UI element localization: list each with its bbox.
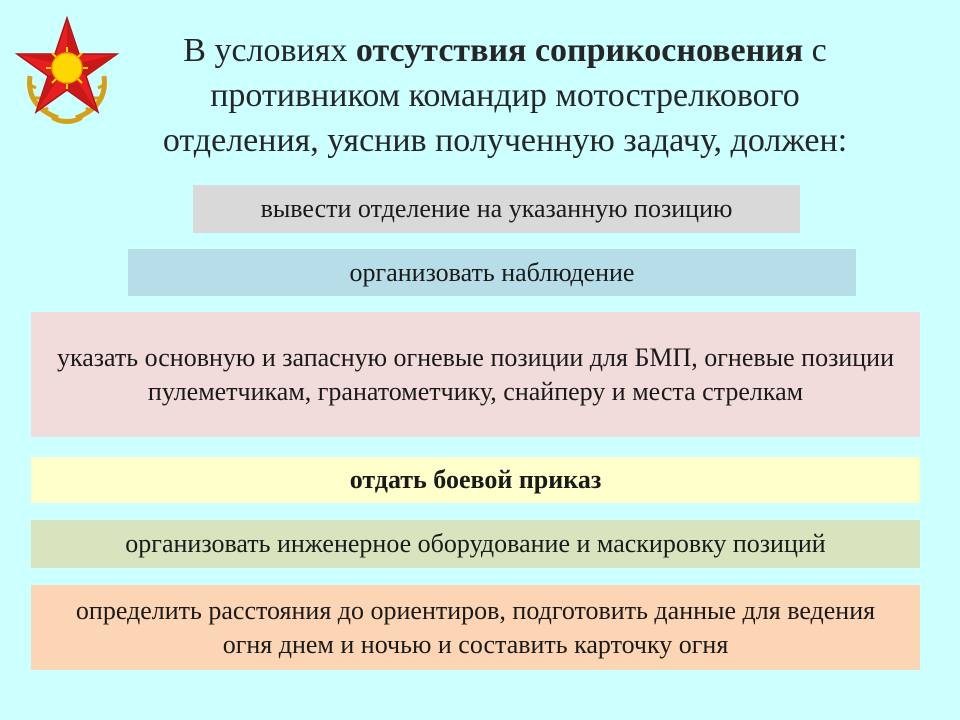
task-box-6 xyxy=(31,585,920,670)
task-text-1: вывести отделение на указанную позицию xyxy=(260,194,733,223)
page-title xyxy=(130,28,880,163)
star-emblem-graphic xyxy=(12,14,122,124)
star-emblem-icon xyxy=(12,14,122,124)
sun-disc xyxy=(52,53,82,83)
task-box-1 xyxy=(193,185,800,233)
task-text-5: организовать инженерное оборудование и маскировку позиций xyxy=(125,529,826,558)
task-text-3: указать основную и запасную огневые позиции для БМП, огневые позиции пулеметчикам, гранатометчику, снайперу и места стрелкам xyxy=(56,342,895,406)
title-text-part2: с противником командир мотострелкового отделения, уяснив полученную задачу, должен: xyxy=(162,32,848,159)
task-text-6: определить расстояния до ориентиров, подготовить данные для ведения огня днем и ночью и составить карточку огня xyxy=(75,595,876,659)
title-text-part1: В условиях xyxy=(183,32,356,69)
task-text-4: отдать боевой приказ xyxy=(349,465,602,494)
title-text-bold: отсутствия соприкосновения xyxy=(355,32,804,69)
task-box-2 xyxy=(128,249,856,296)
task-text-2: организовать наблюдение xyxy=(349,257,635,287)
task-box-3 xyxy=(31,312,920,437)
task-box-5 xyxy=(31,520,920,568)
task-box-4 xyxy=(31,457,920,503)
